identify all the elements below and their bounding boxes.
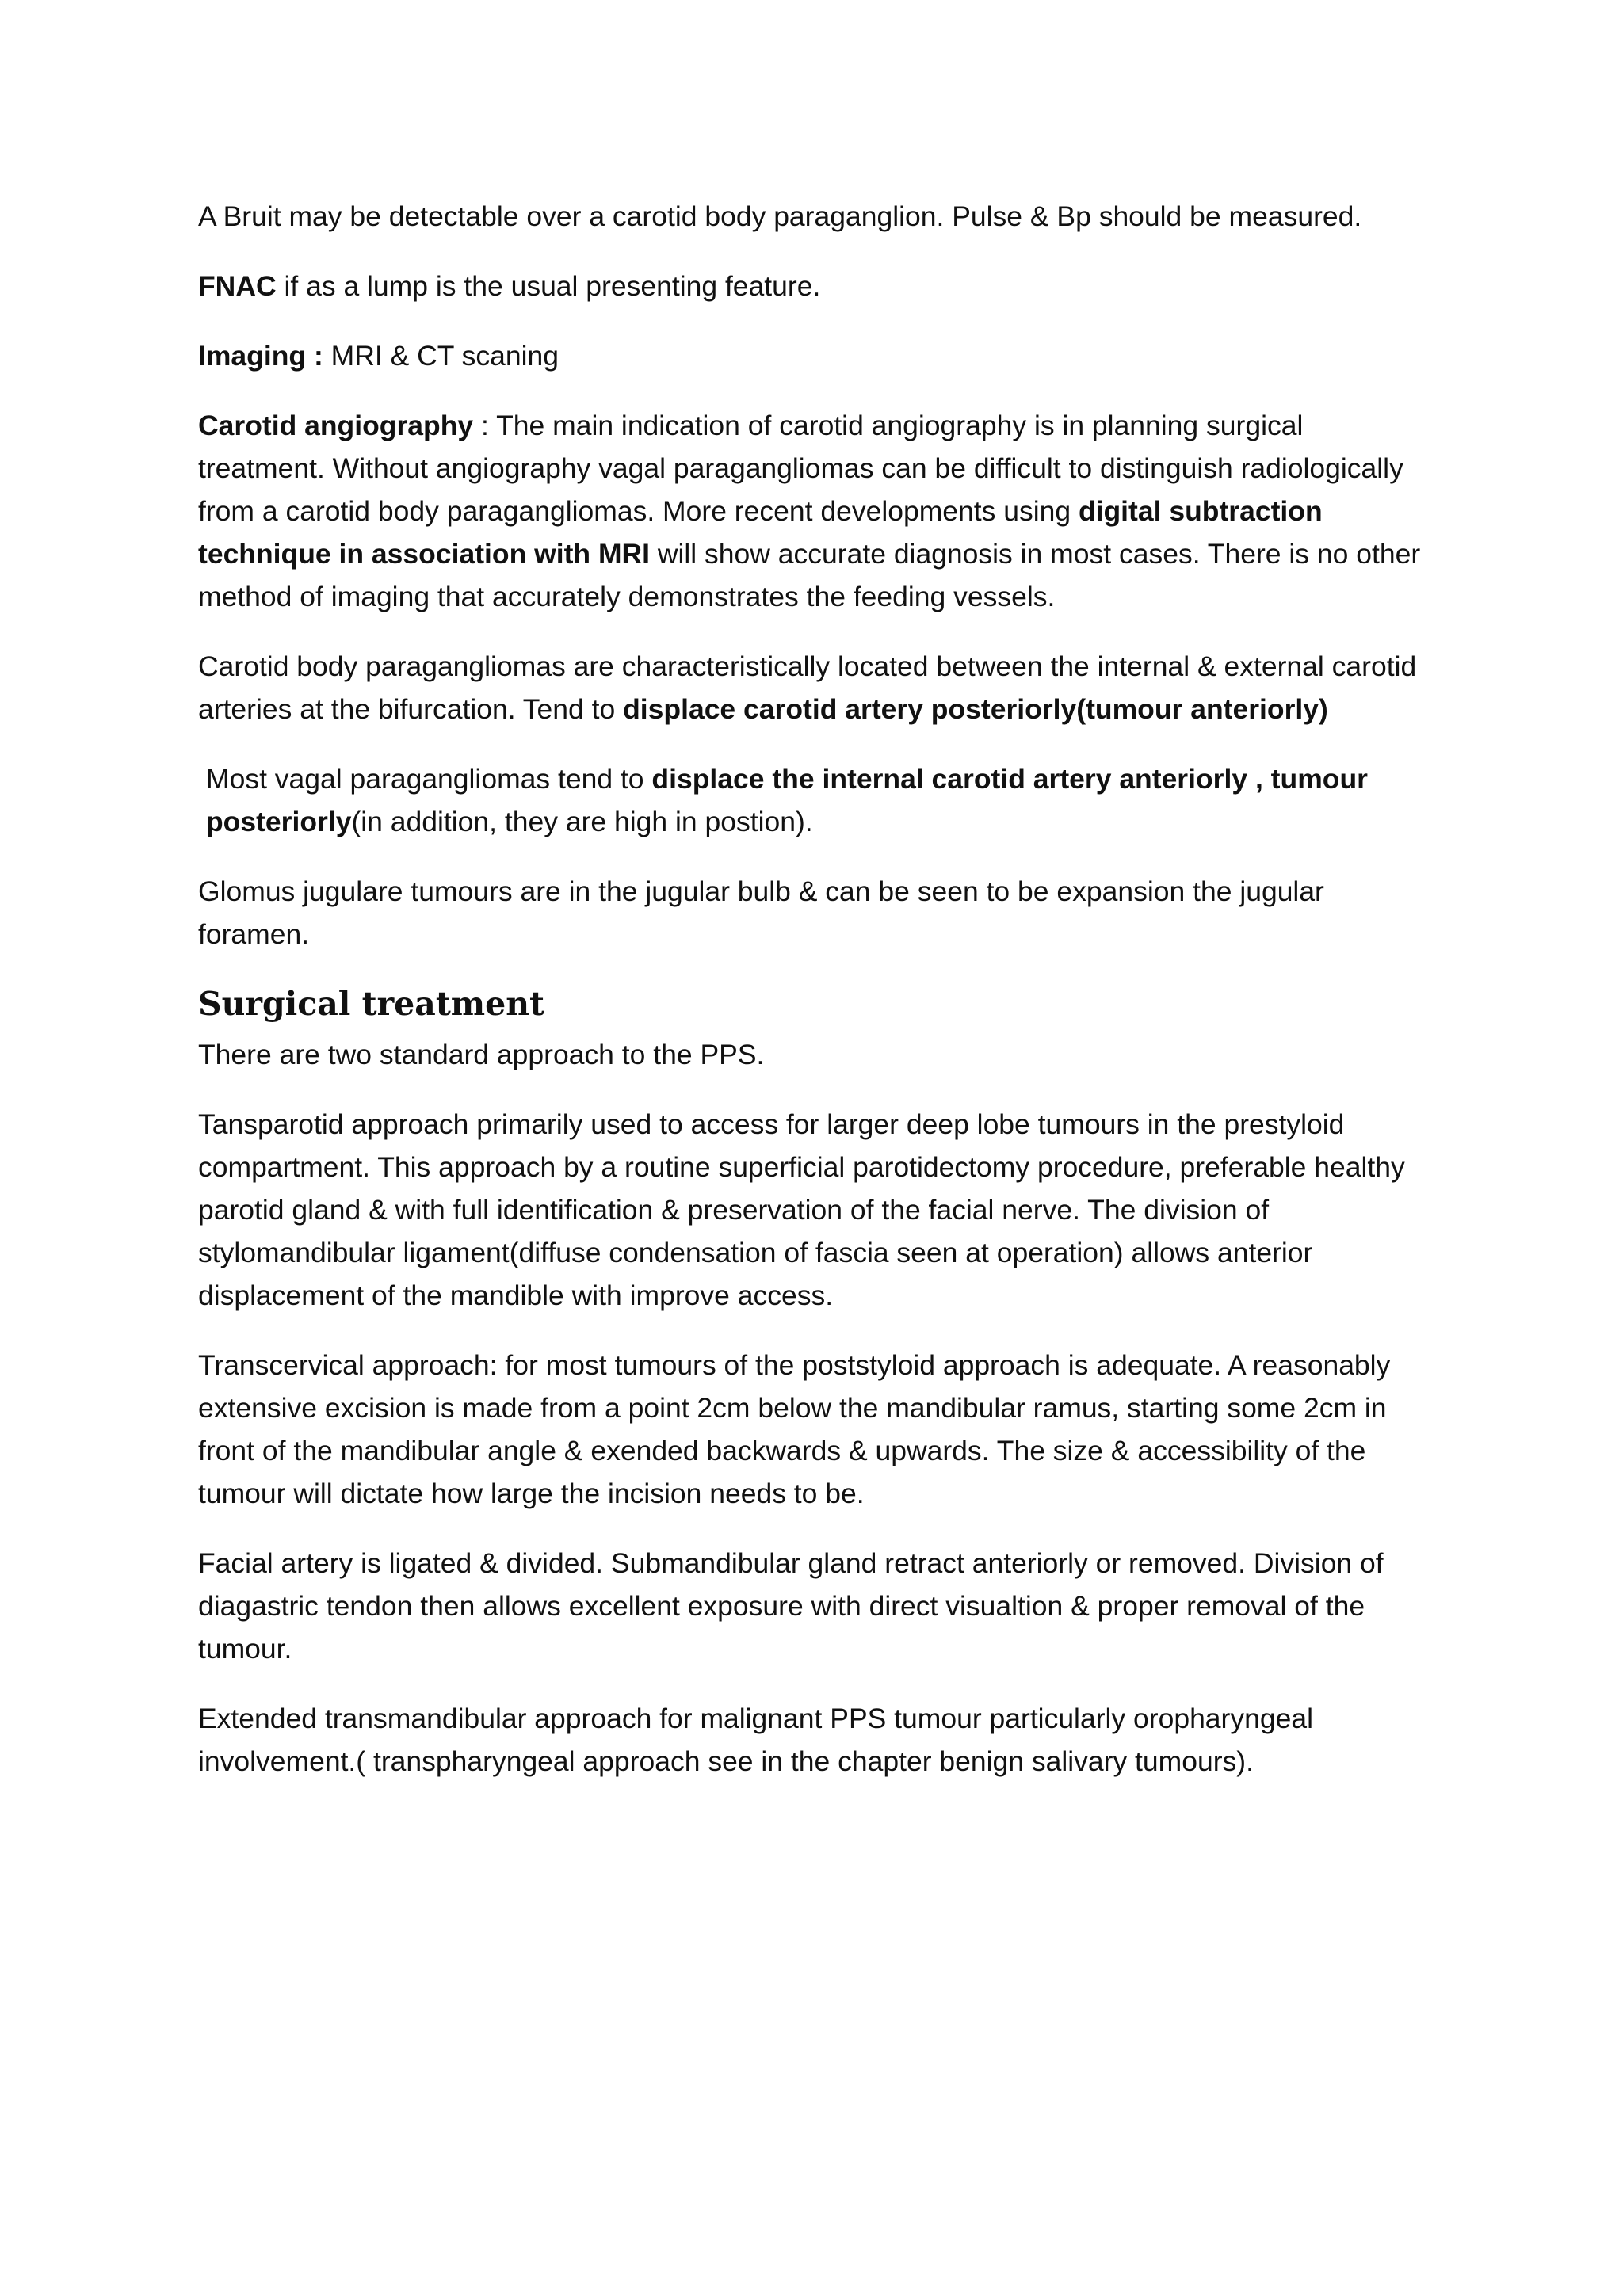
- paragraph-transparotid: [198, 1103, 1434, 1317]
- body-text: Facial artery is ligated & divided. Submandibular gland retract anteriorly or removed. Division of diagastric tendon then allows excellent exposure with direct visualtion & proper removal of the tumour.: [198, 1547, 1384, 1665]
- section-surgical-treatment: [198, 1033, 1434, 1783]
- paragraph-bruit: [198, 195, 1434, 238]
- section-diagnosis: [198, 195, 1434, 955]
- body-text: Extended transmandibular approach for malignant PPS tumour particularly oropharyngeal involvement.( transpharyngeal approach see in the chapter benign salivary tumours).: [198, 1703, 1313, 1777]
- bold-text: FNAC: [198, 270, 277, 302]
- body-text: Glomus jugulare tumours are in the jugular bulb & can be seen to be expansion the jugular foramen.: [198, 875, 1324, 950]
- body-text: MRI & CT scaning: [323, 340, 559, 372]
- body-text: There are two standard approach to the PPS.: [198, 1039, 765, 1070]
- paragraph-transmandibular: [198, 1697, 1434, 1783]
- body-text: : The main indication of carotid angiography is in planning surgical treatment. Without angiography vagal paragangliomas can be difficult to distinguish radiologically from a carotid body paragangliomas. More recent developments using: [198, 410, 1403, 527]
- body-text: Most vagal paragangliomas tend to: [206, 763, 652, 795]
- document-page: [198, 195, 1434, 1810]
- bold-text: Carotid angiography: [198, 410, 474, 441]
- bold-text: displace carotid artery posteriorly(tumour anteriorly): [623, 693, 1328, 725]
- body-text: (in addition, they are high in postion).: [351, 806, 813, 837]
- paragraph-facial-artery: [198, 1542, 1434, 1670]
- paragraph-vagal: [198, 757, 1434, 843]
- paragraph-carotid-angiography: [198, 404, 1434, 618]
- bold-text: Imaging :: [198, 340, 323, 372]
- paragraph-two-approach: [198, 1033, 1434, 1076]
- body-text: will show accurate diagnosis in most cases. There is no other method of imaging that accurately demonstrates the feeding vessels.: [198, 538, 1421, 612]
- bold-text: digital subtraction technique in association with MRI: [198, 495, 1323, 570]
- section-heading: Surgical treatment: [198, 985, 544, 1023]
- body-text: Tansparotid approach primarily used to access for larger deep lobe tumours in the prestyloid compartment. This approach by a routine superficial parotidectomy procedure, preferable healthy parotid gland & with full identification & preservation of the facial nerve. The division of stylomandibular ligament(diffuse condensation of fascia seen at operation) allows anterior displacement of the mandible with improve access.: [198, 1108, 1405, 1311]
- body-text: if as a lump is the usual presenting feature.: [276, 270, 821, 302]
- paragraph-transcervical: [198, 1344, 1434, 1515]
- body-text: Transcervical approach: for most tumours of the poststyloid approach is adequate. A reasonably extensive excision is made from a point 2cm below the mandibular ramus, starting some 2cm in front of the mandibular angle & exended backwards & upwards. The size & accessibility of the tumour will dictate how large the incision needs to be.: [198, 1349, 1391, 1509]
- bold-text: displace the internal carotid artery anteriorly , tumour posteriorly: [206, 763, 1368, 837]
- body-text: A Bruit may be detectable over a carotid body paraganglion. Pulse & Bp should be measured.: [198, 200, 1362, 232]
- paragraph-fnac: [198, 265, 1434, 307]
- paragraph-glomus: [198, 870, 1434, 955]
- paragraph-imaging: [198, 334, 1434, 377]
- body-text: Carotid body paragangliomas are characteristically located between the internal & external carotid arteries at the bifurcation. Tend to: [198, 650, 1417, 725]
- paragraph-carotid-body: [198, 645, 1434, 730]
